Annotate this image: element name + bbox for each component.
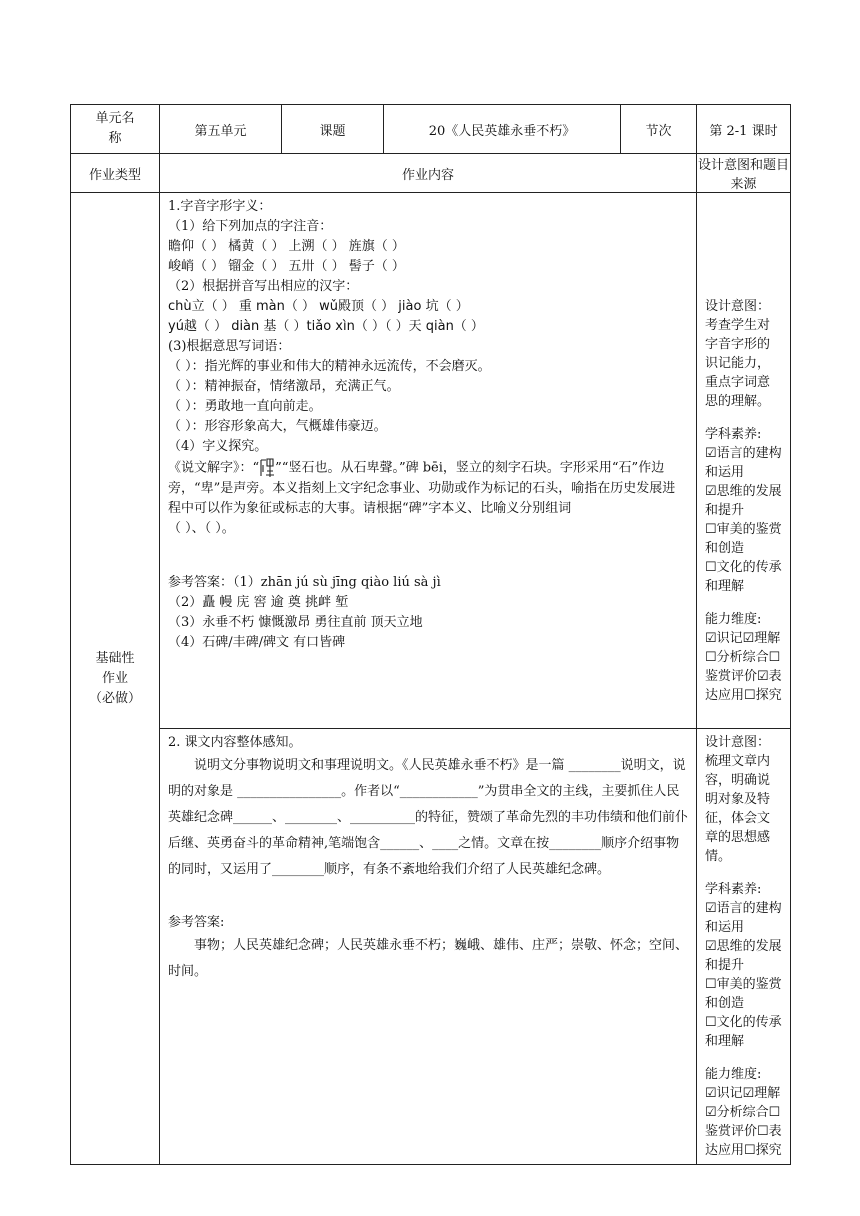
q1-sub4-text-b: ”“竖石也。从石卑聲。”碑 bēi，竖立的刻字石块。字形采用“石”作边旁，“卑”是声旁。本义指刻上文字纪念事业、功勋或作为标记的石头，喻指在历史发展进程中可以作为象征或标志的大事。请根据“碑”字本义、比喻义分别组词	[168, 460, 676, 516]
q1-answer-1: 参考答案：（1）zhān jú sù jīng qiào liú sà jì	[168, 575, 441, 590]
type-line-2: 作业	[101, 670, 128, 686]
unit-name-label: 单元名称	[71, 105, 160, 154]
question-2-row	[71, 729, 791, 1165]
q1-sub1-row2: 峻峭（ ） 镏金（ ） 五卅（ ） 髻子（ ）	[168, 259, 405, 274]
content-label: 作业内容	[160, 154, 697, 193]
topic-label: 课题	[282, 105, 384, 154]
q1-sub1-row1: 瞻仰（ ） 橘黄（ ） 上溯（ ） 旌旗（ ）	[168, 239, 405, 254]
question-1-design	[697, 193, 791, 729]
q1-sub3-row2: （ ）：精神振奋，情绪激昂，充满正气。	[168, 379, 400, 394]
question-2-content	[160, 729, 697, 1165]
topic-value: 20《人民英雄永垂不朽》	[384, 105, 621, 154]
type-line-3: （必做）	[88, 690, 141, 706]
q1-sub1-title: （1）给下列加点的字注音：	[168, 219, 333, 234]
q1-title: 1.字音字形字义：	[168, 199, 272, 214]
question-1-row	[71, 193, 791, 729]
q2-title: 2. 课文内容整体感知。	[168, 735, 302, 750]
seal-script-glyph-icon	[259, 457, 275, 479]
design-label: 设计意图和题目来源	[697, 154, 791, 193]
header-row	[71, 105, 791, 154]
q2-answer: 事物；人民英雄纪念碑；人民英雄永垂不朽；巍峨、雄伟、庄严；崇敬、怀念；空间、时间。	[168, 938, 689, 979]
q2-literacy-1: ☑语言的建构和运用	[705, 901, 782, 935]
q2-literacy-2: ☑思维的发展和提升	[705, 939, 782, 973]
q2-body: 说明文分事物说明文和事理说明文。《人民英雄永垂不朽》是一篇 ________说明文，说明的对象是 ________________。作者以“____________”为贯串全文的主线，主要抓住人民英雄纪念碑______、________、__________的特征，赞颂了革命先烈的丰功伟绩和他们前仆后继、英勇奋斗的革命精神,笔端饱含______、____之情。文章在按________顺序介绍事物的同时，又运用了________顺序，有条不紊地给我们介绍了人民英雄纪念碑。	[168, 758, 689, 877]
q1-sub4-title: （4）字义探究。	[168, 439, 268, 454]
q1-sub4-paragraph	[168, 457, 688, 519]
section-value: 第 2-1 课时	[697, 105, 791, 154]
homework-type-cell	[71, 193, 160, 1165]
q1-design-intent: 设计意图：考查学生对字音字形的识记能力，重点字词意思的理解。	[705, 299, 771, 409]
section-label: 节次	[621, 105, 697, 154]
q1-literacy-4: ☐文化的传承和理解	[705, 560, 782, 594]
q1-answer-3: （3）永垂不朽 慷慨激昂 勇往直前 顶天立地	[168, 615, 423, 630]
q1-sub3-row1: （ ）：指光辉的事业和伟大的精神永远流传，不会磨灭。	[168, 359, 491, 374]
type-label: 作业类型	[71, 154, 160, 193]
q1-sub4-text-a: 《说文解字》：“	[168, 460, 260, 476]
q1-sub2-row1: chù立（ ） 重 màn（ ） wǔ殿顶（ ） jiào 坑（ ）	[168, 299, 469, 314]
question-1-content	[160, 193, 697, 729]
q1-sub3-row4: （ ）：形容形象高大，气概雄伟豪迈。	[168, 419, 387, 434]
q1-ability-title: 能力维度:	[705, 612, 762, 627]
q2-literacy-4: ☐文化的传承和理解	[705, 1015, 782, 1049]
unit-value: 第五单元	[160, 105, 282, 154]
subheader-row	[71, 154, 791, 193]
q1-answer-2: （2）矗 幔 庑 窖 逾 奠 挑衅 堑	[168, 595, 349, 610]
q1-ability: ☑识记☑理解☐分析综合☐鉴赏评价☑表达应用☐探究	[705, 631, 782, 703]
q1-sub2-row2: yú越（ ） diàn 基（ ）tiǎo xìn（ ）（ ）天 qiàn（ ）	[168, 319, 484, 334]
type-line-1: 基础性	[95, 650, 135, 666]
q1-literacy-3: ☐审美的鉴赏和创造	[705, 522, 782, 556]
q1-literacy-2: ☑思维的发展和提升	[705, 484, 782, 518]
q1-sub3-row3: （ ）：勇敢地一直向前走。	[168, 399, 322, 414]
q2-answer-label: 参考答案:	[168, 915, 225, 930]
q2-ability-title: 能力维度:	[705, 1067, 762, 1082]
q1-sub2-title: （2）根据拼音写出相应的汉字：	[168, 279, 359, 294]
q1-literacy-title: 学科素养:	[705, 427, 762, 442]
q1-sub4-blanks: （ ）、（ ）。	[168, 521, 235, 536]
q1-answer-4: （4）石碑/丰碑/碑文 有口皆碑	[168, 635, 346, 650]
q2-ability: ☑识记☑理解☑分析综合☐鉴赏评价☐表达应用☐探究	[705, 1086, 782, 1158]
q2-literacy-3: ☐审美的鉴赏和创造	[705, 977, 782, 1011]
q1-literacy-1: ☑语言的建构和运用	[705, 446, 782, 480]
question-2-design	[697, 729, 791, 1165]
homework-table	[70, 104, 791, 1165]
q2-literacy-title: 学科素养:	[705, 882, 762, 897]
q1-sub3-title: (3)根据意思写词语：	[168, 339, 291, 354]
q2-design-intent: 设计意图：梳理文章内容，明确说明对象及特征，体会文章的思想感情。	[705, 735, 771, 864]
